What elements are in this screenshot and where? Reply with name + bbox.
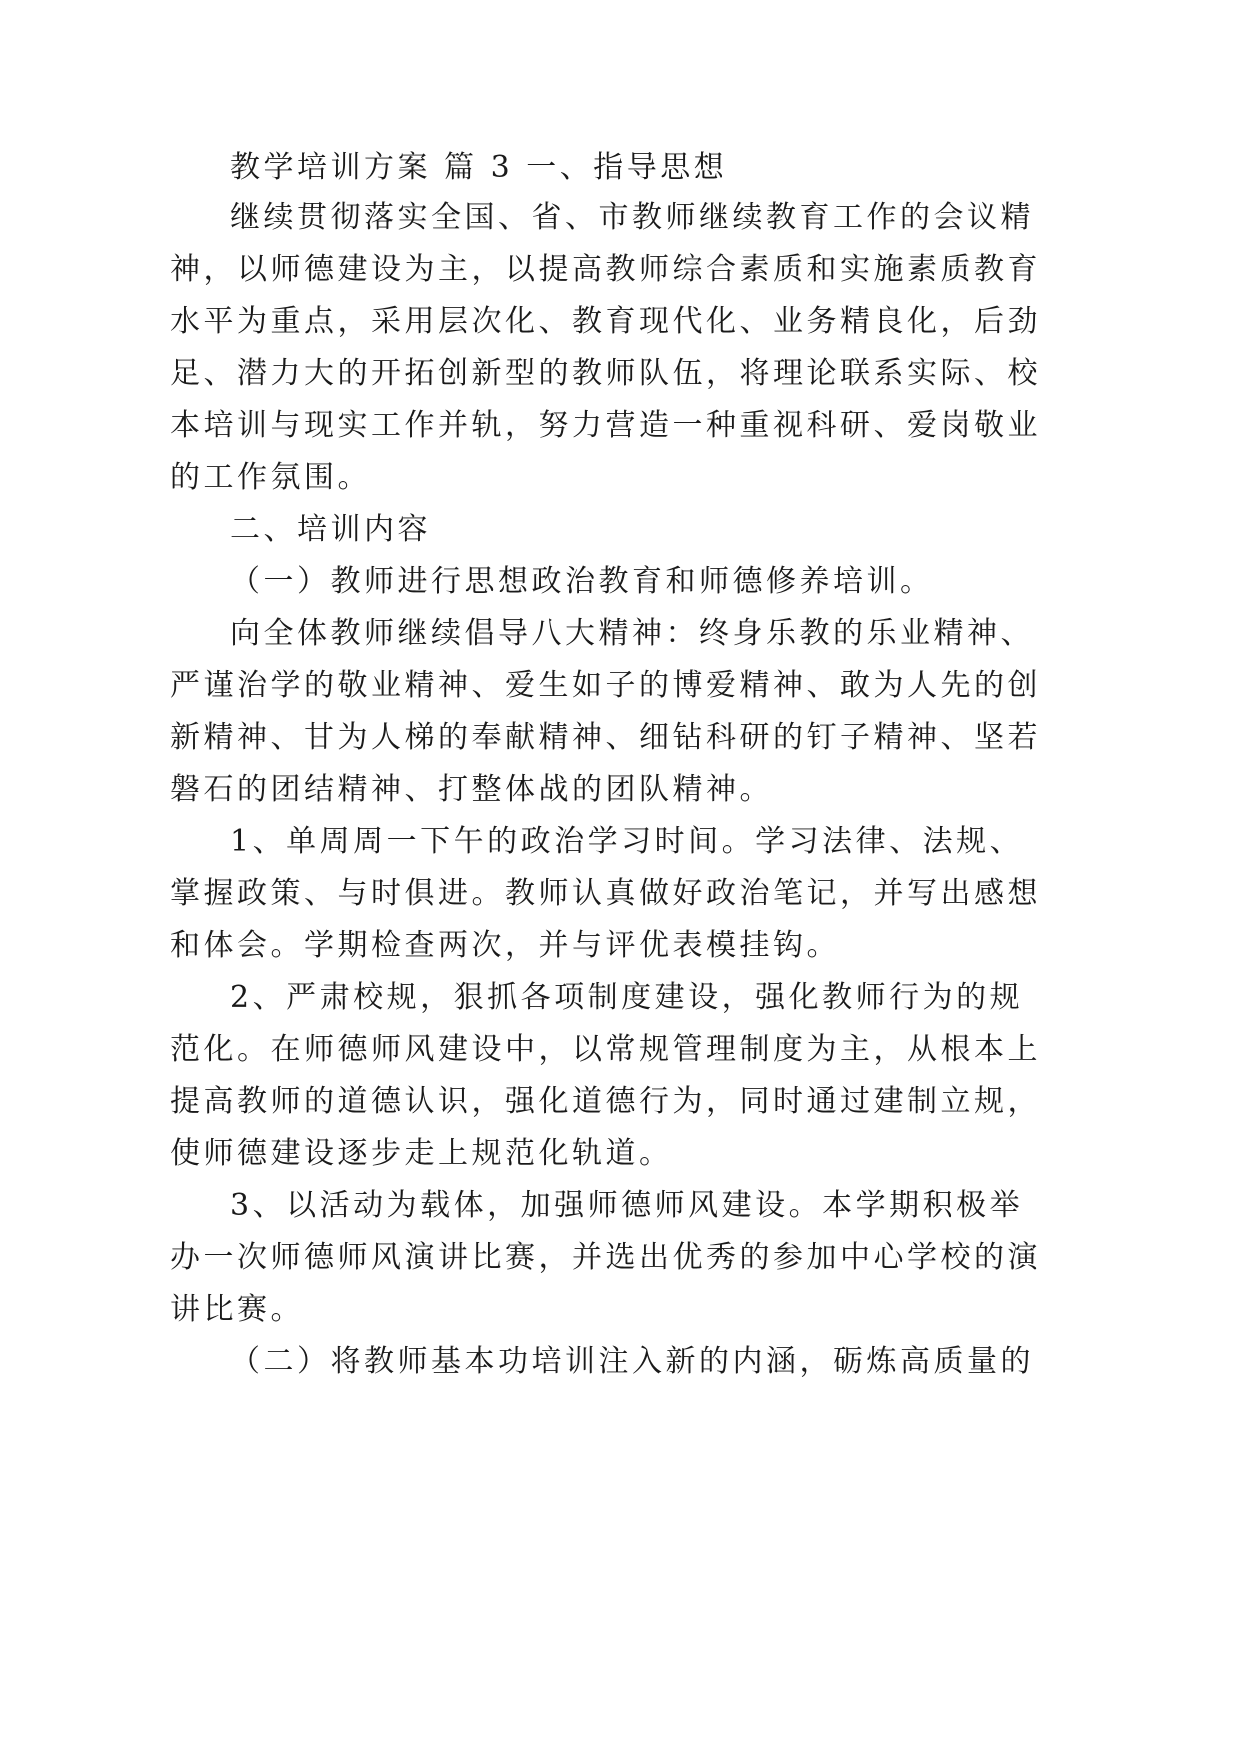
- text-line: 新精神、甘为人梯的奉献精神、细钻科研的钉子精神、坚若: [170, 720, 1041, 755]
- text-line: 神，以师德建设为主，以提高教师综合素质和实施素质教育: [170, 252, 1041, 287]
- title-line: 教学培训方案 篇 3 一、指导思想: [230, 150, 728, 185]
- text-line: 水平为重点，采用层次化、教育现代化、业务精良化，后劲: [170, 304, 1041, 339]
- section-heading: 二、培训内容: [230, 512, 431, 547]
- text-line: 和体会。学期检查两次，并与评优表模挂钩。: [170, 928, 840, 963]
- text-line: 足、潜力大的开拓创新型的教师队伍，将理论联系实际、校: [170, 356, 1041, 391]
- text-line: 提高教师的道德认识，强化道德行为，同时通过建制立规，: [170, 1084, 1041, 1119]
- text-line: 范化。在师德师风建设中，以常规管理制度为主，从根本上: [170, 1032, 1041, 1067]
- text-line: 3、以活动为载体，加强师德师风建设。本学期积极举: [230, 1188, 1024, 1223]
- text-line: 使师德建设逐步走上规范化轨道。: [170, 1136, 673, 1171]
- text-line: 1、单周周一下午的政治学习时间。学习法律、法规、: [230, 824, 1024, 859]
- text-line: 的工作氛围。: [170, 460, 371, 495]
- subsection-heading: （二）将教师基本功培训注入新的内涵，砺炼高质量的: [230, 1344, 1034, 1379]
- text-line: 继续贯彻落实全国、省、市教师继续教育工作的会议精: [230, 200, 1034, 235]
- text-line: 严谨治学的敬业精神、爱生如子的博爱精神、敢为人先的创: [170, 668, 1041, 703]
- text-line: 讲比赛。: [170, 1292, 304, 1327]
- subsection-heading: （一）教师进行思想政治教育和师德修养培训。: [230, 564, 934, 599]
- text-line: 磐石的团结精神、打整体战的团队精神。: [170, 772, 773, 807]
- text-line: 掌握政策、与时俱进。教师认真做好政治笔记，并写出感想: [170, 876, 1041, 911]
- text-line: 2、严肃校规，狠抓各项制度建设，强化教师行为的规: [230, 980, 1024, 1015]
- text-line: 办一次师德师风演讲比赛，并选出优秀的参加中心学校的演: [170, 1240, 1041, 1275]
- text-line: 本培训与现实工作并轨，努力营造一种重视科研、爱岗敬业: [170, 408, 1041, 443]
- text-line: 向全体教师继续倡导八大精神：终身乐教的乐业精神、: [230, 616, 1034, 651]
